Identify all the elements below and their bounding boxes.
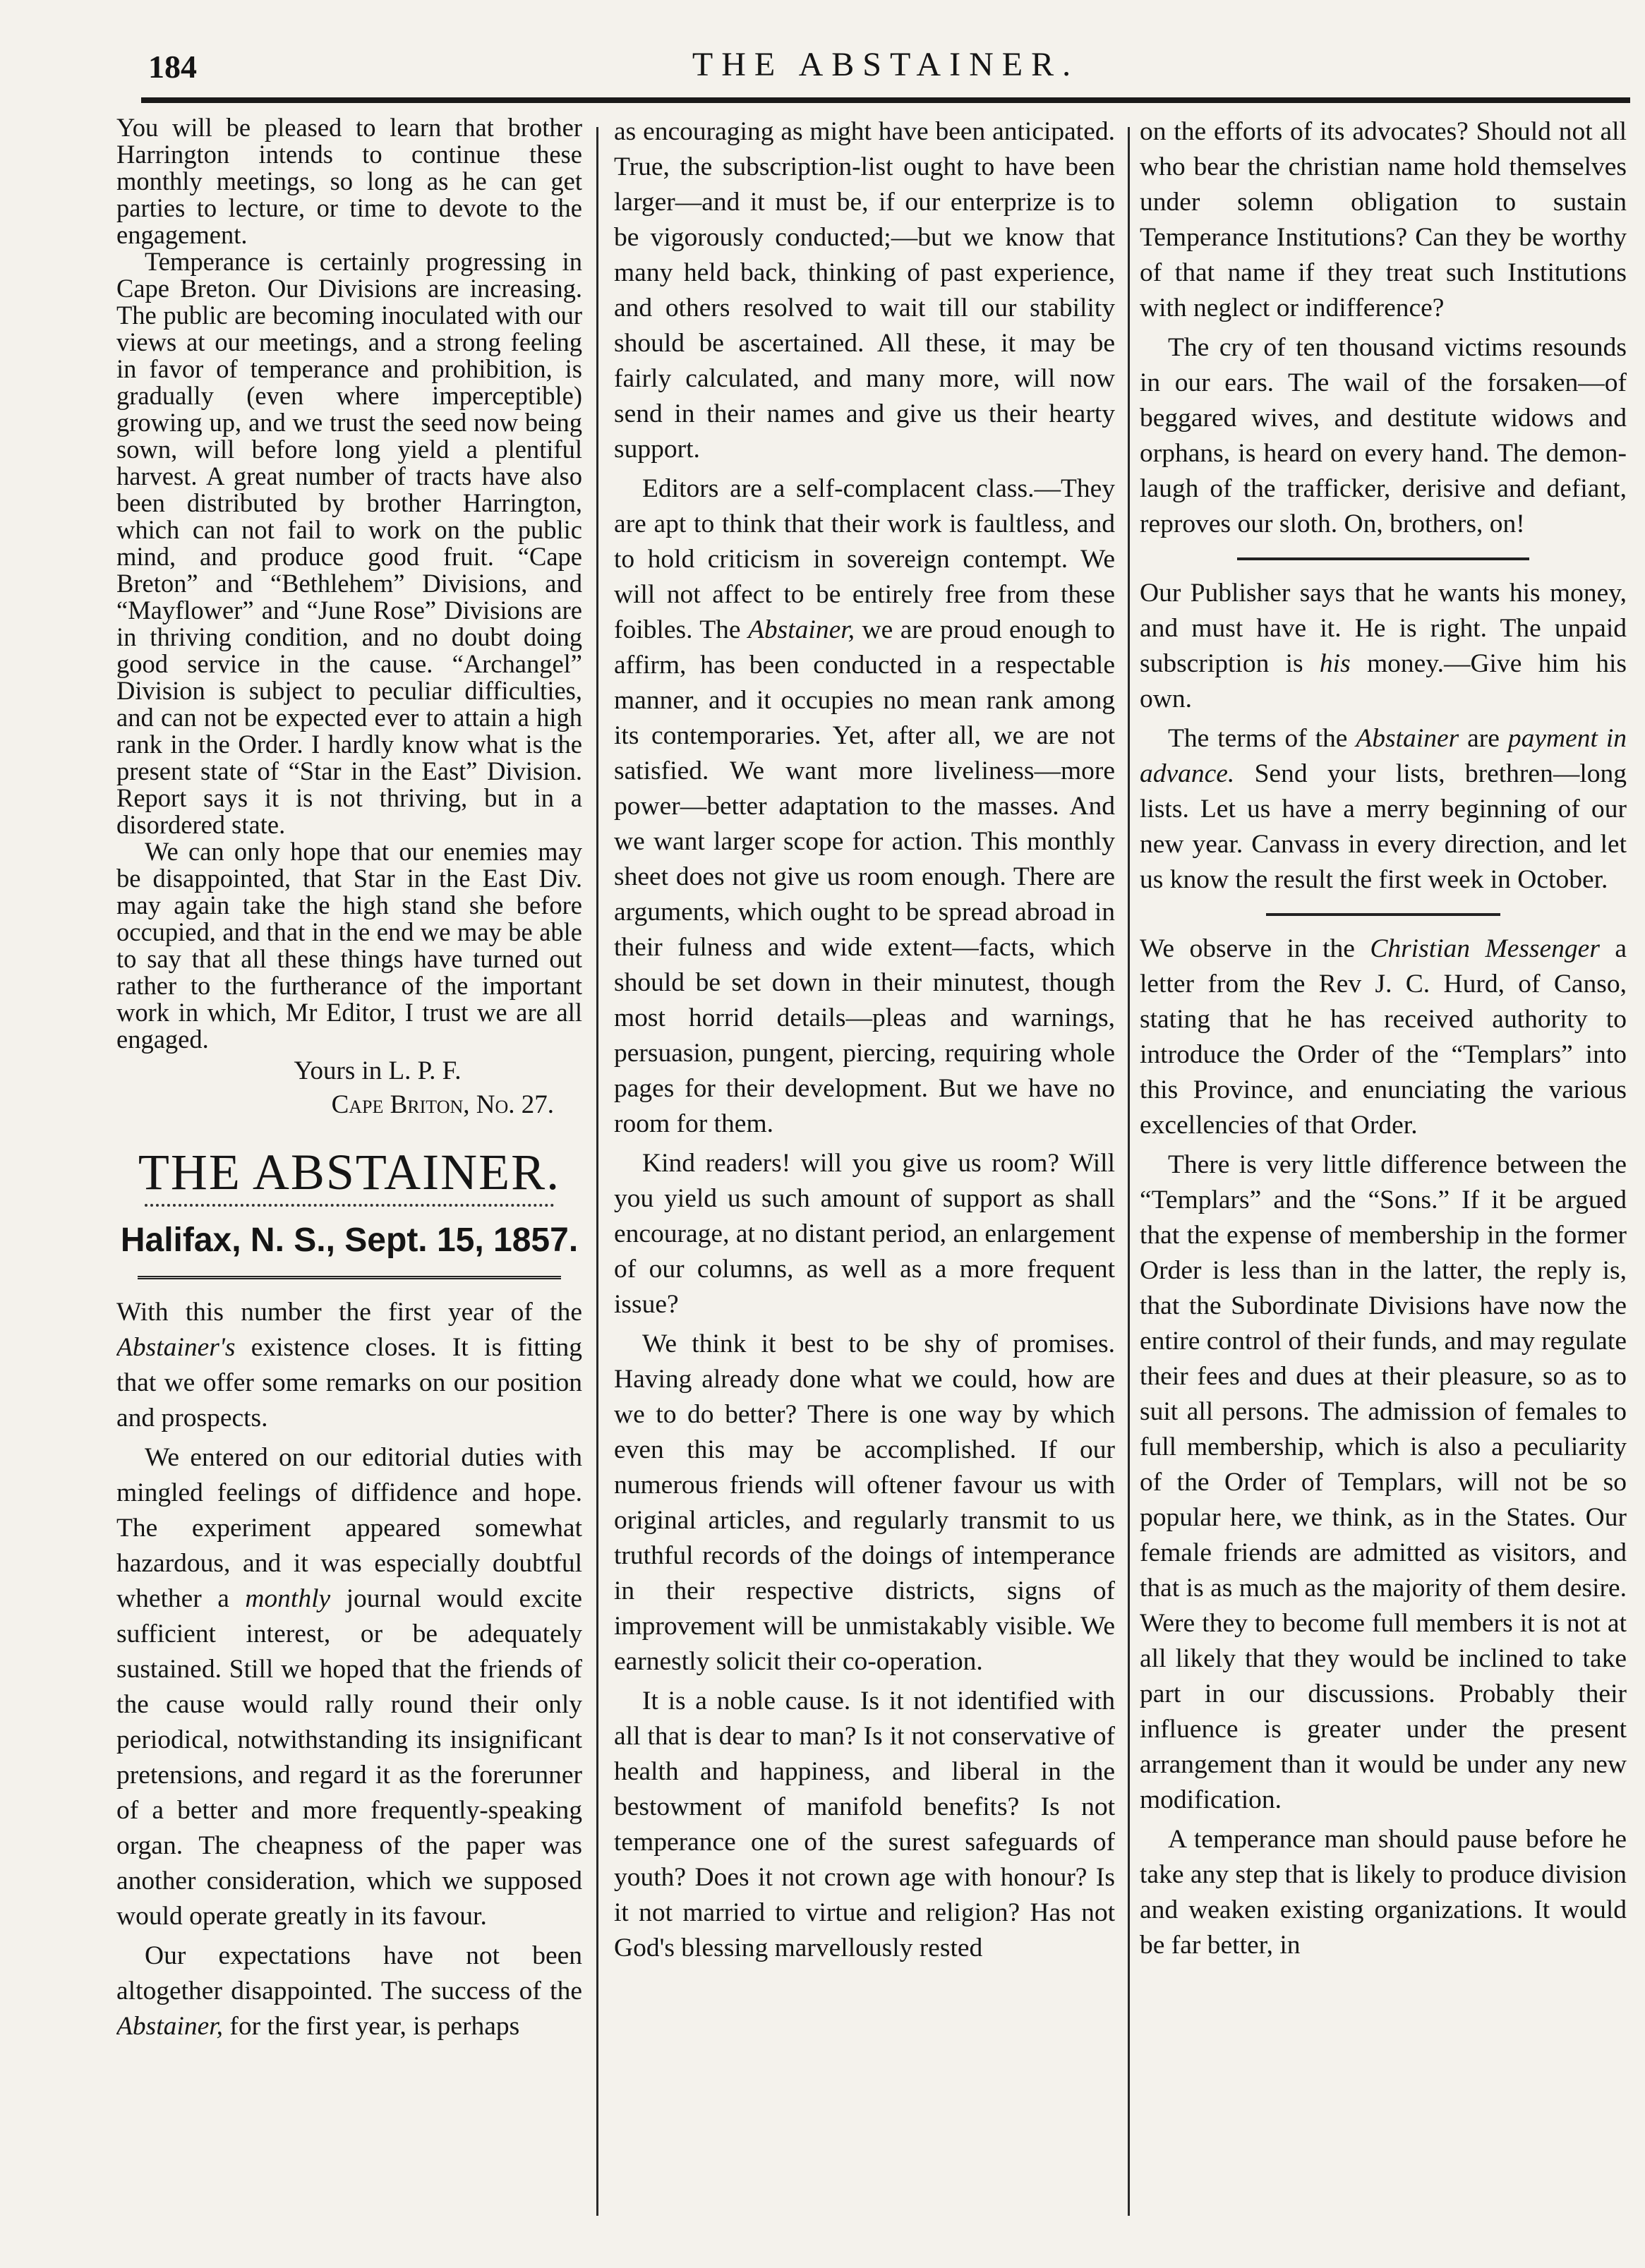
column-1: [116, 114, 582, 2044]
editorial-paragraph: It is a noble cause. Is it not identified with all that is dear to man? Is it not conservative of health and happiness, and liberal in the bestowment of manifold benefits? Is not temperance one of the surest safeguards of youth? Does it not crown age with honour? Is it not married to virtue and religion? Has not God's blessing marvellously rested: [614, 1687, 1115, 1962]
editorial-paragraph: We think it best to be shy of promises. Having already done what we could, how are we to do better? There is one way by which even this may be accomplished. If our numerous friends will oftener favour us with original articles, and regularly transmit to us truthful records of the doings of intemperance in their respective districts, signs of improvement will be unmistakably visible. We earnestly solicit their co-operation.: [614, 1329, 1115, 1676]
header-rule: [141, 97, 1630, 103]
editorial-paragraph: Kind readers! will you give us room? Will you yield us such amount of support as shall encourage, at no distant period, an enlargement of our columns, as well as a more frequent issue?: [614, 1149, 1115, 1319]
section-divider: [1266, 913, 1500, 916]
editorial-paragraph: We entered on our editorial duties with mingled feelings of diffidence and hope. The experiment appeared somewhat hazardous, and it was especially doubtful whether a monthly journal would excite sufficient interest, or be adequately sustained. Still we hoped that the friends of the cause would rally round their only periodical, notwithstanding its insignificant pretensions, and regard it as the forerunner of a better and more frequently-speaking organ. The cheapness of the paper was another consideration, which we supposed would operate greatly in its favour.: [116, 1443, 582, 1931]
column-rule-left: [596, 127, 598, 2216]
editorial: [116, 1295, 582, 2044]
editorial-paragraph: Editors are a self-complacent class.—They are apt to think that their work is faultless, and to hold criticism in sovereign contempt. We will not affect to be entirely free from these foibles. The Abstainer, we are proud enough to affirm, has been conducted in a respectable manner, and it occupies no mean rank among its contemporaries. Yet, after all, we are not satisfied. We want more liveliness—more power—better adaptation to the masses. And we want larger scope for action. This monthly sheet does not give us room enough. There are arguments, which ought to be spread abroad in their fulness and wide extent—facts, which should be set down in their minutest, though most horrid details—pleas and warnings, persuasion, pungent, piercing, requiring whole pages for their development. But we have no room for them.: [614, 474, 1115, 1138]
column-rule-right: [1128, 127, 1130, 2216]
publisher-notice: Our Publisher says that he wants his money, and must have it. He is right. The unpaid subscription is his money.—Give him his own.: [1140, 579, 1627, 713]
masthead-ornament: [145, 1204, 554, 1214]
editorial-paragraph: as encouraging as might have been anticipated. True, the subscription-list ought to have been larger—and it must be, if our enterprize is to be vigorously conducted;—but we know that many held back, thinking of past experience, and others resolved to wait till our stability should be ascertained. All these, it may be fairly calculated, and many more, will now send in their names and give us their hearty support.: [614, 117, 1115, 464]
templars-paragraph: We observe in the Christian Messenger a letter from the Rev J. C. Hurd, of Canso, stating that he has received authority to introduce the Order of the “Templars” into this Province, and enunciating the various excellencies of that Order.: [1140, 934, 1627, 1140]
terms-notice: The terms of the Abstainer are payment in advance. Send your lists, brethren—long lists. Let us have a merry beginning of our new year. Canvass in every direction, and let us know the result the first week in October.: [1140, 724, 1627, 894]
editorial-paragraph: The cry of ten thousand victims resounds in our ears. The wail of the forsaken—of beggared wives, and destitute widows and orphans, is heard on every hand. The demon-laugh of the trafficker, derisive and defiant, reproves our sloth. On, brothers, on!: [1140, 333, 1627, 538]
letter-signature: Cape Briton, No. 27.: [331, 1090, 554, 1119]
correspondence-letter: [116, 114, 582, 1121]
templars-paragraph: There is very little difference between the “Templars” and the “Sons.” If it be argued that the expense of membership in the former Order is less than in the latter, the reply is, that the Subordinate Divisions have now the entire control of their funds, and may regulate their fees and dues at their pleasure, so as to suit all persons. The admission of females to full membership, which is also a peculiarity of the Order of Templars, will not be so popular here, we think, as in the States. Our female friends are admitted as visitors, and that is as much as the majority of them desire. Were they to become full members it is not at all likely that they would be inclined to take part in our discussions. Probably their influence is greater under the present arrangement than it would be under any new modification.: [1140, 1150, 1627, 1814]
masthead-rule: [138, 1276, 561, 1279]
column-2: [614, 114, 1115, 1966]
editorial-paragraph: With this number the first year of the Abstainer's existence closes. It is fitting that we offer some remarks on our position and prospects.: [116, 1298, 582, 1432]
editorial-paragraph: Our expectations have not been altogether disappointed. The success of the Abstainer, for the first year, is perhaps: [116, 1941, 582, 2041]
column-3: [1140, 114, 1627, 1963]
page-header: [148, 42, 1623, 103]
letter-paragraph: Temperance is certainly progressing in Cape Breton. Our Divisions are increasing. The public are becoming inoculated with our views at our meetings, and a strong feeling in favor of temperance and prohibition, is gradually (even where imperceptible) growing up, and we trust the seed now being sown, will before long yield a plentiful harvest. A great number of tracts have also been distributed by brother Harrington, which can not fail to work on the public mind, and produce good fruit. “Cape Breton” and “Bethlehem” Divisions, and “Mayflower” and “June Rose” Divisions are in thriving condition, and no doubt doing good service in the cause. “Archangel” Division is subject to peculiar difficulties, and can not be expected ever to attain a high rank in the Order. I hardly know what is the present state of “Star in the East” Division. Report says it is not thriving, but in a disordered state.: [116, 247, 582, 839]
letter-closing: Yours in L. P. F.: [294, 1056, 462, 1085]
section-divider: [1237, 557, 1529, 560]
letter-paragraph: We can only hope that our enemies may be disappointed, that Star in the East Div. may again take the high stand she before occupied, and that in the end we may be able to say that all these things have turned out rather to the furtherance of the important work in which, Mr Editor, I trust we are all engaged.: [116, 837, 582, 1054]
page-number: 184: [148, 49, 197, 85]
templars-paragraph: A temperance man should pause before he take any step that is likely to produce division and weaken existing organizations. It would be far better, in: [1140, 1825, 1627, 1960]
editorial-paragraph: on the efforts of its advocates? Should not all who bear the christian name hold themselves under solemn obligation to sustain Temperance Institutions? Can they be worthy of that name if they treat such Institutions with neglect or indifference?: [1140, 117, 1627, 322]
running-title: THE ABSTAINER.: [692, 46, 1080, 83]
dateline: Halifax, N. S., Sept. 15, 1857.: [120, 1222, 579, 1259]
letter-paragraph: You will be pleased to learn that brother Harrington intends to continue these monthly meetings, so long as he can get parties to lecture, or time to devote to the engagement.: [116, 114, 582, 249]
masthead-title: THE ABSTAINER.: [138, 1144, 561, 1200]
